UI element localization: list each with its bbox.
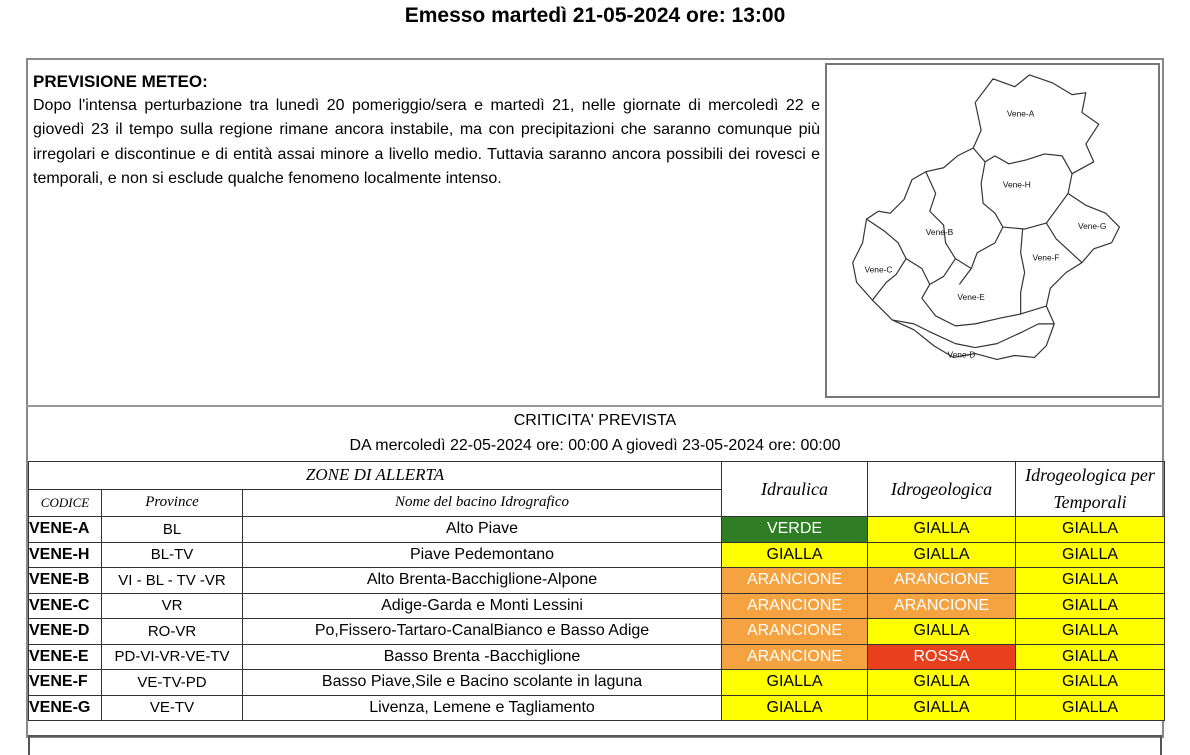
hydrogeological-level: GIALLA	[868, 542, 1016, 568]
zone-code: VENE-G	[29, 695, 102, 721]
basin-name: Alto Piave	[243, 517, 722, 543]
hydraulic-level: GIALLA	[722, 542, 868, 568]
table-row	[29, 644, 1165, 670]
basin-name: Livenza, Lemene e Tagliamento	[243, 695, 722, 721]
table-row	[29, 593, 1165, 619]
alert-zones-map	[825, 63, 1160, 398]
zone-code: VENE-H	[29, 542, 102, 568]
storm-level: GIALLA	[1016, 542, 1165, 568]
zone-province: PD-VI-VR-VE-TV	[102, 644, 243, 670]
map-label-vene-c: Vene-C	[864, 264, 893, 275]
zone-province: VI - BL - TV -VR	[102, 568, 243, 594]
map-label-vene-e: Vene-E	[957, 292, 985, 303]
hydrogeological-level: ARANCIONE	[868, 568, 1016, 594]
hydraulic-level: VERDE	[722, 517, 868, 543]
basin-name: Alto Brenta-Bacchiglione-Alpone	[243, 568, 722, 594]
hydrogeological-level: GIALLA	[868, 619, 1016, 645]
basin-name: Adige-Garda e Monti Lessini	[243, 593, 722, 619]
storm-level: GIALLA	[1016, 568, 1165, 594]
alert-rows	[29, 517, 1165, 721]
zone-province: VE-TV	[102, 695, 243, 721]
forecast-heading: PREVISIONE METEO:	[33, 72, 208, 91]
hydrogeological-level: GIALLA	[868, 695, 1016, 721]
storm-level: GIALLA	[1016, 644, 1165, 670]
criticality-title: CRITICITA' PREVISTA	[513, 412, 677, 429]
col-basin: Nome del bacino Idrografico	[243, 489, 722, 517]
hydraulic-level: ARANCIONE	[722, 593, 868, 619]
alert-table	[28, 461, 1165, 721]
hydraulic-level: GIALLA	[722, 695, 868, 721]
section-divider	[26, 405, 1164, 407]
zone-province: BL-TV	[102, 542, 243, 568]
table-row	[29, 695, 1165, 721]
basin-name: Po,Fissero-Tartaro-CanalBianco e Basso Adige	[243, 619, 722, 645]
storm-level: GIALLA	[1016, 517, 1165, 543]
zone-code: VENE-B	[29, 568, 102, 594]
hydrogeological-level: GIALLA	[868, 670, 1016, 696]
zone-province: VE-TV-PD	[102, 670, 243, 696]
storm-level: GIALLA	[1016, 593, 1165, 619]
storm-level: GIALLA	[1016, 670, 1165, 696]
hydraulic-level: ARANCIONE	[722, 644, 868, 670]
table-row	[29, 517, 1165, 543]
veneto-map-svg	[827, 65, 1158, 396]
zone-code: VENE-F	[29, 670, 102, 696]
map-label-vene-b: Vene-B	[925, 226, 954, 237]
criticality-period: DA mercoledì 22-05-2024 ore: 00:00 A giovedì 23-05-2024 ore: 00:00	[349, 437, 841, 454]
col-code: CODICE	[29, 489, 102, 517]
basin-name: Basso Brenta -Bacchiglione	[243, 644, 722, 670]
hydraulic-level: ARANCIONE	[722, 568, 868, 594]
zone-code: VENE-D	[29, 619, 102, 645]
zone-province: RO-VR	[102, 619, 243, 645]
zones-header: ZONE DI ALLERTA	[29, 462, 722, 490]
basin-name: Piave Pedemontano	[243, 542, 722, 568]
table-row	[29, 619, 1165, 645]
map-label-vene-d: Vene-D	[947, 349, 976, 360]
hydrogeological-level: ARANCIONE	[868, 593, 1016, 619]
region-outline	[853, 75, 1120, 360]
col-hydrogeological: Idrogeologica	[868, 462, 1016, 517]
map-label-vene-g: Vene-G	[1077, 221, 1107, 232]
zone-province: VR	[102, 593, 243, 619]
hydraulic-level: ARANCIONE	[722, 619, 868, 645]
issued-timestamp: Emesso martedì 21-05-2024 ore: 13:00	[404, 4, 786, 27]
hydrogeological-level: ROSSA	[868, 644, 1016, 670]
zone-code: VENE-E	[29, 644, 102, 670]
zone-code: VENE-A	[29, 517, 102, 543]
forecast-text: Dopo l'intensa perturbazione tra lunedì 20 pomeriggio/sera e martedì 21, nelle giornate di mercoledì 22 e giovedì 23 il tempo sulla regione rimane ancora instabile, ma con precipitazioni che saranno comunque più irregolari e discontinue e di entità assai minore a livello medio. Tuttavia saranno ancora possibili dei rovesci e temporali, e non si esclude qualche fenomeno localmente intenso.	[33, 97, 820, 188]
table-row	[29, 670, 1165, 696]
col-province: Province	[102, 489, 243, 517]
map-label-vene-h: Vene-H	[1002, 179, 1031, 190]
map-label-vene-f: Vene-F	[1032, 252, 1060, 263]
basin-name: Basso Piave,Sile e Bacino scolante in laguna	[243, 670, 722, 696]
forecast-section	[32, 72, 820, 192]
col-hydraulic: Idraulica	[722, 462, 868, 517]
col-storms: Idrogeologica per Temporali	[1016, 462, 1165, 517]
zone-code: VENE-C	[29, 593, 102, 619]
table-row	[29, 568, 1165, 594]
zone-province: BL	[102, 517, 243, 543]
next-section-box	[28, 735, 1162, 755]
hydraulic-level: GIALLA	[722, 670, 868, 696]
table-row	[29, 542, 1165, 568]
storm-level: GIALLA	[1016, 619, 1165, 645]
map-label-vene-a: Vene-A	[1006, 108, 1035, 119]
storm-level: GIALLA	[1016, 695, 1165, 721]
hydrogeological-level: GIALLA	[868, 517, 1016, 543]
